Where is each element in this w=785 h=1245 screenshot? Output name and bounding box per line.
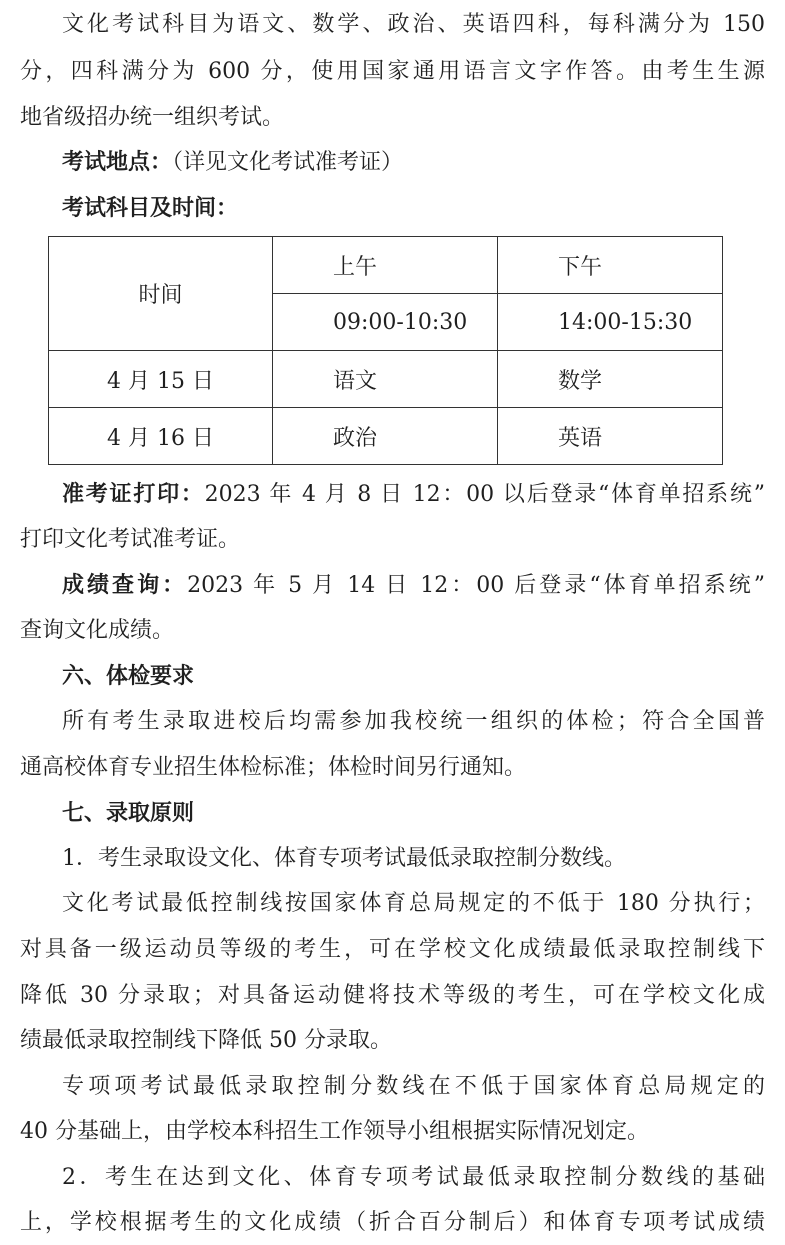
table-header-row [49,237,723,294]
section-6-heading: 六、体检要求 [62,663,195,689]
admit-print-text: 2023 年 4 月 8 日 12：00 以后登录“体育单招系统” [204,482,765,507]
time-header-cell: 时间 [49,237,273,351]
table-row [49,408,723,465]
score-query-line-2: 查询文化成绩。 [20,618,175,643]
table-row [49,351,723,408]
exam-schedule-table [48,236,723,465]
section-7-para-4-line-2: 上，学校根据考生的文化成绩（折合百分制后）和体育专项考试成绩 [20,1210,765,1235]
date-cell: 4 月 15 日 [49,351,273,408]
am-subject-cell: 政治 [273,408,498,465]
section-6-line-1: 所有考生录取进校后均需参加我校统一组织的体检；符合全国普 [62,709,765,734]
pm-header-cell: 下午 [498,237,723,294]
exam-location [62,147,765,178]
section-7-para-4-line-1: 2．考生在达到文化、体育专项考试最低录取控制分数线的基础 [62,1165,765,1190]
score-query-label: 成绩查询： [62,572,188,598]
admit-print-label: 准考证打印： [62,481,205,507]
pm-subject-cell: 数学 [498,351,723,408]
intro-line-1: 文化考试科目为语文、数学、政治、英语四科，每科满分为 150 [62,12,765,37]
section-7-para-3-line-2: 40 分基础上，由学校本科招生工作领导小组根据实际情况划定。 [20,1119,649,1144]
am-header-cell: 上午 [273,237,498,294]
admit-print-line-1 [62,479,765,510]
exam-location-label: 考试地点： [62,149,173,175]
section-6-line-2: 通高校体育专业招生体检标准；体检时间另行通知。 [20,755,527,780]
section-7-para-1: 1．考生录取设文化、体育专项考试最低录取控制分数线。 [62,846,626,871]
section-7-para-2-line-4: 绩最低录取控制线下降低 50 分录取。 [20,1028,392,1053]
section-7-para-2-line-2: 对具备一级运动员等级的考生，可在学校文化成绩最低录取控制线下 [20,937,765,962]
subjects-heading: 考试科目及时间： [62,195,239,221]
score-query-text: 2023 年 5 月 14 日 12：00 后登录“体育单招系统” [187,573,765,598]
intro-line-2: 分，四科满分为 600 分，使用国家通用语言文字作答。由考生生源 [20,59,765,84]
score-query-line-1 [62,570,765,601]
section-7-para-2-line-3: 降低 30 分录取；对具备运动健将技术等级的考生，可在学校文化成 [20,983,765,1008]
date-cell: 4 月 16 日 [49,408,273,465]
section-7-para-2-line-1: 文化考试最低控制线按国家体育总局规定的不低于 180 分执行； [62,891,765,916]
pm-subject-cell: 英语 [498,408,723,465]
exam-location-value: （详见文化考试准考证） [172,150,404,175]
section-7-heading: 七、录取原则 [62,800,195,826]
pm-time-cell: 14:00-15:30 [498,294,723,351]
am-subject-cell: 语文 [273,351,498,408]
admit-print-line-2: 打印文化考试准考证。 [20,527,241,552]
intro-line-3: 地省级招办统一组织考试。 [20,105,285,130]
am-time-cell: 09:00-10:30 [273,294,498,351]
section-7-para-3-line-1: 专项项考试最低录取控制分数线在不低于国家体育总局规定的 [62,1074,765,1099]
